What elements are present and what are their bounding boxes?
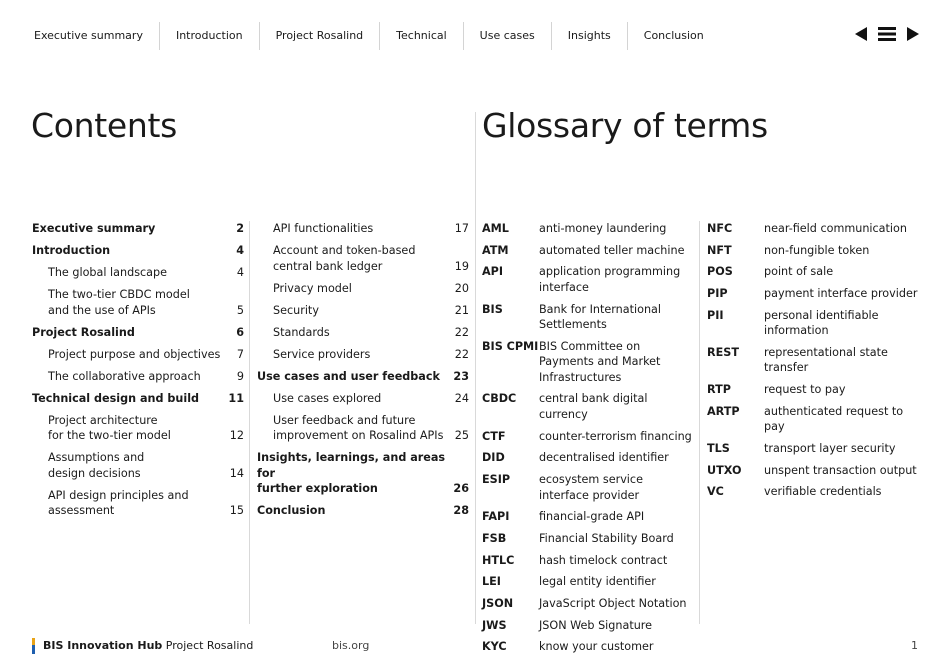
glossary-entry-did: [482, 450, 692, 466]
page-controls: [854, 26, 920, 42]
glossary-definition: automated teller machine: [539, 243, 685, 257]
toc-entry-api-functionalities[interactable]: [257, 221, 469, 237]
toc-entry-label: Project architecture for the two-tier model: [48, 413, 171, 442]
nav-executive-summary[interactable]: Executive summary: [34, 29, 143, 42]
glossary-definition: financial-grade API: [539, 510, 645, 524]
footer-page-number: 1: [911, 639, 918, 652]
glossary-entry-pos: [707, 264, 922, 280]
toc-entry-user-feedback-and-future-improvement-on-rosalind-apis[interactable]: [257, 413, 469, 444]
toc-entry-page: 28: [453, 504, 469, 517]
glossary-definition: verifiable credentials: [764, 485, 882, 499]
toc-entry-label: The collaborative approach: [48, 369, 201, 383]
toc-entry-label: The two-tier CBDC model and the use of APIs: [48, 288, 190, 317]
nav-conclusion[interactable]: Conclusion: [627, 22, 720, 50]
glossary-abbreviation: AML: [482, 222, 509, 235]
toc-entry-label: Privacy model: [273, 281, 352, 295]
glossary-entry-rtp: [707, 382, 922, 398]
toc-entry-the-collaborative-approach[interactable]: [32, 369, 244, 385]
glossary-entry-fapi: [482, 509, 692, 525]
toc-entry-label: Standards: [273, 325, 330, 339]
glossary-abbreviation: KYC: [482, 640, 507, 654]
glossary-definition: know your customer: [539, 640, 654, 654]
glossary-entry-fsb: [482, 531, 692, 547]
toc-entry-page: 11: [228, 391, 244, 405]
toc-entry-label: API functionalities: [273, 222, 374, 235]
toc-entry-page: 6: [236, 325, 244, 339]
glossary-definition: anti-money laundering: [539, 222, 667, 235]
glossary-definition: Bank for International Settlements: [539, 302, 661, 332]
toc-entry-page: 25: [454, 429, 469, 442]
toc-entry-page: 4: [236, 266, 244, 279]
glossary-entry-tls: [707, 441, 922, 457]
glossary-definition: hash timelock contract: [539, 553, 668, 567]
footer-brand-bold: BIS Innovation Hub: [43, 639, 163, 652]
glossary-abbreviation: UTXO: [707, 463, 742, 477]
toc-entry-use-cases-and-user-feedback[interactable]: [257, 369, 469, 385]
toc-entry-account-and-token-based-central-bank-ledger[interactable]: [257, 243, 469, 274]
glossary-entry-jws: [482, 618, 692, 634]
glossary-abbreviation: FAPI: [482, 510, 510, 524]
glossary-abbreviation: BIS CPMI: [482, 339, 539, 353]
brand-color-bar: [32, 638, 35, 654]
glossary-entry-atm: [482, 243, 692, 259]
divider-contents-glossary: [475, 112, 476, 624]
glossary-definition: legal entity identifier: [539, 575, 656, 589]
glossary-entry-bis: [482, 302, 692, 333]
glossary-abbreviation: API: [482, 265, 504, 279]
glossary-definition: non-fungible token: [764, 243, 870, 257]
glossary-definition: decentralised identifier: [539, 451, 669, 465]
toc-entry-page: 7: [236, 347, 244, 361]
glossary-definition: counter-terrorism financing: [539, 429, 692, 443]
toc-entry-page: 24: [454, 391, 469, 405]
glossary-definition: BIS Committee on Payments and Market Infrastructures: [539, 339, 661, 384]
toc-entry-label: Insights, learnings, and areas for further exploration: [257, 451, 446, 495]
glossary-entry-lei: [482, 574, 692, 590]
triangle-left-icon[interactable]: [854, 26, 868, 42]
toc-entry-label: User feedback and future improvement on Rosalind APIs: [273, 413, 444, 442]
nav-use-cases[interactable]: Use cases: [463, 22, 551, 50]
toc-entry-page: 20: [454, 281, 469, 295]
toc-entry-project-architecture-for-the-two-tier-model[interactable]: [32, 413, 244, 444]
glossary-entry-api: [482, 264, 692, 295]
toc-entry-the-two-tier-cbdc-model-and-the-use-of-apis[interactable]: [32, 287, 244, 318]
glossary-title: Glossary of terms: [482, 106, 768, 145]
toc-entry-label: Security: [273, 303, 319, 317]
toc-entry-label: Service providers: [273, 347, 371, 361]
glossary-entry-utxo: [707, 463, 922, 479]
glossary-abbreviation: LEI: [482, 575, 501, 589]
glossary-definition: personal identifiable information: [764, 308, 879, 338]
glossary-definition: payment interface provider: [764, 287, 918, 301]
toc-entry-insights-learnings-and-areas-for-further-exploration[interactable]: [257, 450, 469, 497]
toc-entry-assumptions-and-design-decisions[interactable]: [32, 450, 244, 481]
glossary-abbreviation: NFT: [707, 243, 732, 257]
footer-brand: [43, 639, 253, 652]
toc-entry-page: 26: [453, 482, 469, 495]
toc-entry-executive-summary[interactable]: [32, 221, 244, 237]
toc-entry-label: Project Rosalind: [32, 325, 135, 339]
toc-entry-label: API design principles and assessment: [48, 488, 189, 517]
glossary-abbreviation: DID: [482, 451, 505, 465]
toc-entry-page: 15: [229, 504, 244, 517]
glossary-abbreviation: PII: [707, 308, 724, 322]
top-nav: [18, 22, 720, 50]
contents-column-2: [257, 221, 469, 525]
toc-entry-page: 23: [453, 369, 469, 383]
toc-entry-page: 9: [236, 369, 244, 383]
glossary-abbreviation: JWS: [482, 618, 507, 632]
toc-entry-conclusion[interactable]: [257, 503, 469, 519]
glossary-definition: point of sale: [764, 265, 834, 279]
divider-contents-columns: [249, 221, 250, 624]
glossary-column-2: [707, 221, 922, 506]
toc-entry-page: 2: [236, 222, 244, 235]
glossary-entry-json: [482, 596, 692, 612]
toc-entry-label: The global landscape: [48, 266, 168, 279]
toc-entry-page: 21: [454, 303, 469, 317]
toc-entry-privacy-model[interactable]: [257, 281, 469, 297]
toc-entry-project-rosalind[interactable]: [32, 325, 244, 341]
glossary-definition: JavaScript Object Notation: [539, 596, 687, 610]
glossary-entry-pii: [707, 308, 922, 339]
glossary-definition: transport layer security: [764, 442, 896, 455]
glossary-abbreviation: REST: [707, 345, 739, 359]
glossary-entry-nft: [707, 243, 922, 259]
glossary-entry-bis-cpmi: [482, 339, 692, 386]
glossary-entry-aml: [482, 221, 692, 237]
nav-project-rosalind[interactable]: Project Rosalind: [259, 22, 380, 50]
toc-entry-label: Assumptions and design decisions: [48, 451, 145, 480]
contents-title: Contents: [31, 106, 178, 145]
toc-entry-label: Technical design and build: [32, 391, 200, 405]
glossary-entry-htlc: [482, 553, 692, 569]
toc-entry-introduction[interactable]: [32, 243, 244, 259]
toc-entry-label: Conclusion: [257, 504, 326, 517]
toc-entry-page: 12: [229, 429, 244, 442]
glossary-definition: representational state transfer: [764, 345, 888, 375]
glossary-abbreviation: FSB: [482, 531, 507, 545]
glossary-abbreviation: CTF: [482, 429, 506, 443]
glossary-definition: unspent transaction output: [764, 463, 917, 477]
glossary-abbreviation: VC: [707, 485, 724, 499]
glossary-abbreviation: PIP: [707, 287, 728, 301]
glossary-definition: near-field communication: [764, 222, 907, 235]
glossary-entry-rest: [707, 345, 922, 376]
glossary-entry-cbdc: [482, 391, 692, 422]
toc-entry-standards[interactable]: [257, 325, 469, 341]
glossary-entry-vc: [707, 484, 922, 500]
glossary-entry-ctf: [482, 429, 692, 445]
glossary-abbreviation: ESIP: [482, 473, 511, 486]
toc-entry-page: 4: [236, 244, 244, 257]
glossary-abbreviation: BIS: [482, 302, 503, 316]
glossary-abbreviation: TLS: [707, 442, 730, 455]
glossary-definition: Financial Stability Board: [539, 531, 674, 545]
toc-entry-security[interactable]: [257, 303, 469, 319]
glossary-entry-nfc: [707, 221, 922, 237]
glossary-column-1: [482, 221, 692, 661]
glossary-abbreviation: POS: [707, 265, 733, 279]
toc-entry-label: Introduction: [32, 244, 111, 257]
glossary-entry-esip: [482, 472, 692, 503]
contents-column-1: [32, 221, 244, 525]
toc-entry-api-design-principles-and-assessment[interactable]: [32, 488, 244, 519]
glossary-definition: request to pay: [764, 383, 846, 397]
divider-glossary-columns: [699, 221, 700, 624]
toc-entry-label: Executive summary: [32, 222, 156, 235]
footer-brand-rest: Project Rosalind: [162, 639, 254, 652]
toc-entry-label: Account and token-based central bank ledger: [273, 244, 416, 273]
glossary-abbreviation: ARTP: [707, 404, 740, 418]
glossary-definition: ecosystem service interface provider: [539, 473, 643, 502]
nav-technical[interactable]: Technical: [379, 22, 463, 50]
glossary-entry-pip: [707, 286, 922, 302]
footer: [32, 638, 918, 656]
toc-entry-label: Use cases explored: [273, 391, 382, 405]
toc-entry-the-global-landscape[interactable]: [32, 265, 244, 281]
nav-introduction[interactable]: Introduction: [159, 22, 259, 50]
footer-site-link[interactable]: bis.org: [332, 639, 370, 652]
glossary-abbreviation: NFC: [707, 222, 733, 235]
toc-entry-project-purpose-and-objectives[interactable]: [32, 347, 244, 363]
toc-entry-page: 22: [454, 325, 469, 339]
toc-entry-page: 5: [236, 303, 244, 317]
triangle-right-icon[interactable]: [906, 26, 920, 42]
hamburger-menu-icon[interactable]: [878, 26, 896, 42]
glossary-abbreviation: CBDC: [482, 392, 517, 406]
toc-entry-page: 19: [454, 259, 469, 273]
toc-entry-use-cases-explored[interactable]: [257, 391, 469, 407]
toc-entry-page: 17: [454, 222, 469, 235]
glossary-definition: JSON Web Signature: [539, 618, 653, 632]
glossary-definition: application programming interface: [539, 265, 681, 294]
toc-entry-technical-design-and-build[interactable]: [32, 391, 244, 407]
glossary-abbreviation: ATM: [482, 243, 509, 257]
toc-entry-label: Use cases and user feedback: [257, 369, 440, 383]
glossary-definition: central bank digital currency: [539, 392, 648, 421]
glossary-abbreviation: HTLC: [482, 553, 515, 567]
glossary-definition: authenticated request to pay: [764, 404, 904, 434]
glossary-entry-artp: [707, 404, 922, 435]
nav-insights[interactable]: Insights: [551, 22, 627, 50]
glossary-abbreviation: JSON: [482, 596, 514, 610]
toc-entry-page: 14: [229, 466, 244, 480]
toc-entry-service-providers[interactable]: [257, 347, 469, 363]
toc-entry-label: Project purpose and objectives: [48, 347, 221, 361]
glossary-abbreviation: RTP: [707, 383, 731, 397]
toc-entry-page: 22: [454, 347, 469, 361]
